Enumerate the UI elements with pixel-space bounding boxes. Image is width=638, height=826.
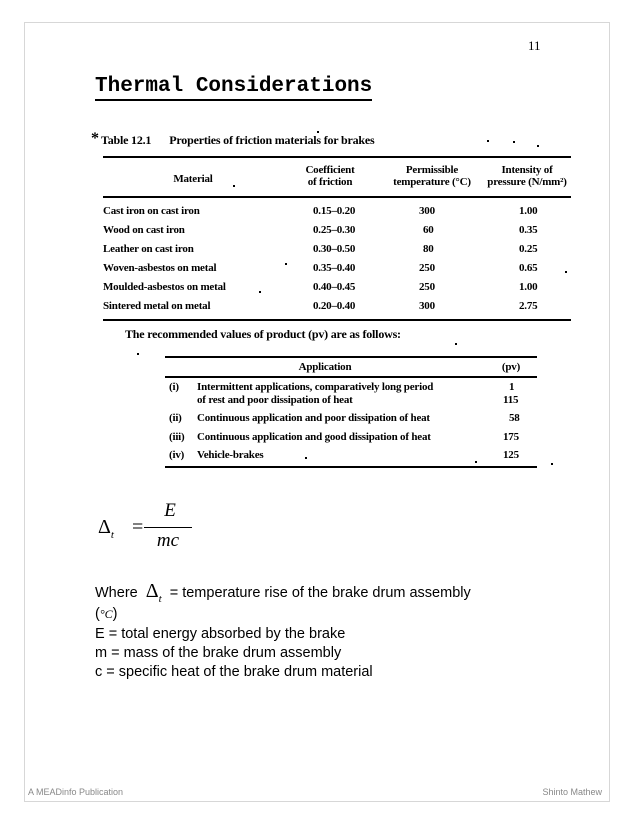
cell-pressure: 2.75 <box>519 300 538 312</box>
cell-material: Leather on cast iron <box>103 243 194 255</box>
header-coefficient <box>295 164 365 188</box>
definition-unit <box>95 606 118 622</box>
cell-pressure: 1.00 <box>519 205 538 217</box>
unit-open: ( <box>95 606 100 622</box>
table-row <box>103 224 573 241</box>
table-row <box>103 262 573 279</box>
scan-speck <box>513 141 515 143</box>
table-caption-text: Properties of friction materials for brakes <box>169 133 375 147</box>
table-top-rule <box>103 156 571 158</box>
app-header-pv: (pv) <box>501 361 521 373</box>
cell-coefficient: 0.35–0.40 <box>313 262 356 274</box>
inline-delta <box>145 580 162 605</box>
definition-delta <box>95 580 471 605</box>
table-row <box>103 300 573 317</box>
table-row <box>103 205 573 222</box>
scan-speck <box>455 343 457 345</box>
app-bottom-rule <box>165 466 537 468</box>
app-pv: 115 <box>503 394 519 406</box>
cell-temperature: 60 <box>423 224 434 236</box>
app-header-rule <box>165 376 537 378</box>
app-pv: 175 <box>503 431 519 443</box>
page-title: Thermal Considerations <box>95 75 372 101</box>
cell-material: Sintered metal on metal <box>103 300 211 312</box>
app-text: Vehicle-brakes <box>197 449 264 461</box>
cell-temperature: 250 <box>419 281 435 293</box>
app-label: (ii) <box>169 412 182 424</box>
table-row <box>103 281 573 298</box>
table-row <box>103 243 573 260</box>
asterisk-mark: * <box>91 130 99 147</box>
formula-numerator: E <box>164 500 176 521</box>
app-text: Continuous application and poor dissipation of heat <box>197 412 430 424</box>
app-text: Continuous application and good dissipation of heat <box>197 431 431 443</box>
app-label: (iii) <box>169 431 185 443</box>
formula-delta: Δ <box>98 516 111 538</box>
app-label: (iv) <box>169 449 185 461</box>
cell-material: Moulded-asbestos on metal <box>103 281 226 293</box>
app-pv: 125 <box>503 449 519 461</box>
header-pressure-line2: pressure (N/mm²) <box>487 176 567 188</box>
scan-speck <box>565 271 567 273</box>
inline-delta-subscript: t <box>158 593 162 605</box>
formula-equals: = <box>132 516 144 538</box>
scan-speck <box>259 291 261 293</box>
table-bottom-rule <box>103 319 571 321</box>
scan-speck <box>537 145 539 147</box>
definition-e: E = total energy absorbed by the brake <box>95 626 346 642</box>
cell-coefficient: 0.30–0.50 <box>313 243 356 255</box>
scan-speck <box>233 185 235 187</box>
scan-speck <box>475 461 477 463</box>
unit-close: ) <box>112 606 118 622</box>
header-coefficient-line2: of friction <box>307 176 353 188</box>
definition-c: c = specific heat of the brake drum material <box>95 664 373 680</box>
definition-m: m = mass of the brake drum assembly <box>95 645 342 661</box>
page-number: 11 <box>528 38 541 53</box>
scan-speck <box>317 131 319 133</box>
where-label: Where <box>95 585 138 601</box>
app-top-rule <box>165 356 537 358</box>
delta-definition-text: = temperature rise of the brake drum assembly <box>169 585 471 601</box>
cell-material: Woven-asbestos on metal <box>103 262 217 274</box>
formula-denominator: mc <box>156 530 180 551</box>
pv-intro: The recommended values of product (pv) are as follows: <box>125 327 401 341</box>
formula-subscript: t <box>110 529 114 541</box>
formula-lhs <box>98 516 114 541</box>
inline-delta-symbol: Δ <box>145 580 159 602</box>
app-header-application: Application <box>298 361 352 373</box>
cell-temperature: 300 <box>419 300 435 312</box>
scan-speck <box>305 457 307 459</box>
header-temperature-line1: Permissible <box>405 164 459 176</box>
formula-fraction-bar <box>144 527 192 528</box>
header-material: Material <box>173 173 213 185</box>
cell-pressure: 1.00 <box>519 281 538 293</box>
cell-material: Wood on cast iron <box>103 224 185 236</box>
app-pv: 58 <box>509 412 520 424</box>
cell-coefficient: 0.40–0.45 <box>313 281 356 293</box>
scan-speck <box>487 140 489 142</box>
cell-coefficient: 0.20–0.40 <box>313 300 356 312</box>
table-number: Table 12.1 <box>101 133 152 147</box>
footer-author: Shinto Mathew <box>542 787 602 797</box>
cell-pressure: 0.65 <box>519 262 538 274</box>
unit-degree-c: °C <box>99 607 113 621</box>
scan-speck <box>285 263 287 265</box>
app-pv: 1 <box>509 381 515 393</box>
table-caption <box>101 133 374 148</box>
header-temperature-line2: temperature (°C) <box>393 176 471 188</box>
cell-pressure: 0.25 <box>519 243 538 255</box>
cell-material: Cast iron on cast iron <box>103 205 200 217</box>
app-label: (i) <box>169 381 179 393</box>
footer-publisher: A MEADinfo Publication <box>28 787 124 797</box>
app-text: Intermittent applications, comparatively long period <box>197 381 434 393</box>
cell-coefficient: 0.15–0.20 <box>313 205 356 217</box>
cell-temperature: 250 <box>419 262 435 274</box>
cell-temperature: 300 <box>419 205 435 217</box>
scan-speck <box>551 463 553 465</box>
table-header-rule <box>103 196 571 198</box>
app-text: of rest and poor dissipation of heat <box>197 394 353 406</box>
header-pressure <box>479 164 575 188</box>
cell-pressure: 0.35 <box>519 224 538 236</box>
cell-coefficient: 0.25–0.30 <box>313 224 356 236</box>
header-coefficient-line1: Coefficient <box>305 164 355 176</box>
header-temperature <box>387 164 477 188</box>
temperature-rise-formula <box>98 500 218 560</box>
cell-temperature: 80 <box>423 243 434 255</box>
header-pressure-line1: Intensity of <box>501 164 553 176</box>
scan-speck <box>137 353 139 355</box>
